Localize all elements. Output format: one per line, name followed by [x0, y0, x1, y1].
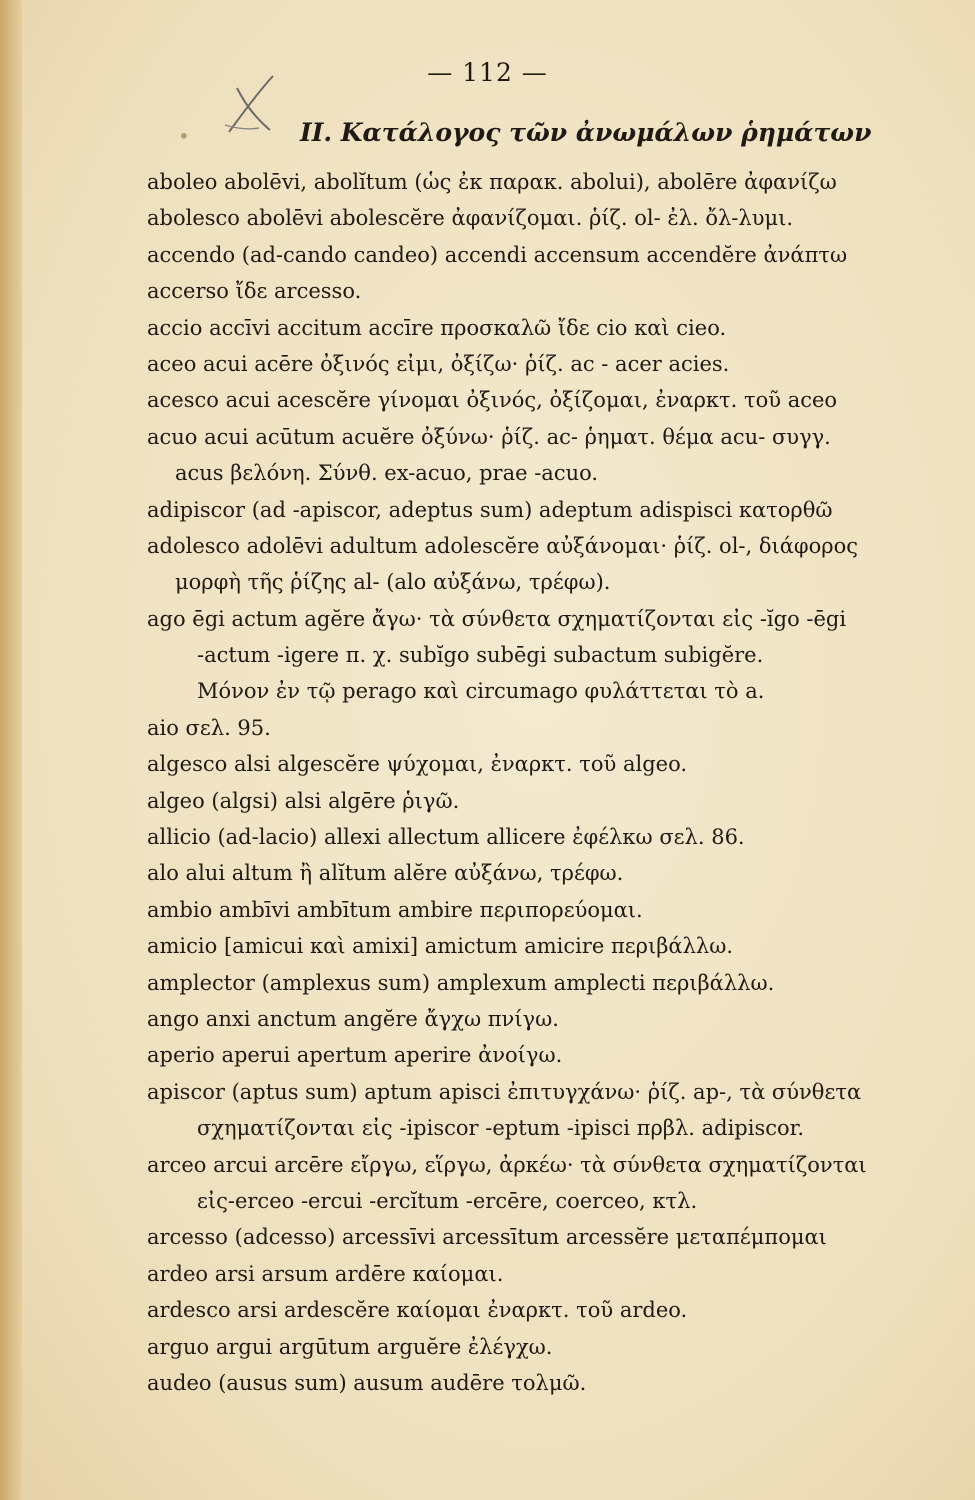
- bullet-dot-icon: •: [178, 124, 190, 148]
- verb-entry-line: aperio aperui apertum aperire ἀνοίγω.: [147, 1043, 563, 1068]
- verb-entry-line: accio accīvi accitum accīre προσκαλῶ ἴδε cio καὶ cieo.: [147, 315, 727, 340]
- verb-entry-line: amplector (amplexus sum) amplexum amplecti περιβάλλω.: [147, 970, 775, 995]
- verb-entry-line: ango anxi anctum angĕre ἄγχω πνίγω.: [147, 1006, 559, 1031]
- verb-entry-line: σχηματίζονται εἰς -ipiscor -eptum -ipisci πρβλ. adipiscor.: [197, 1116, 805, 1141]
- verb-entry-line: ardeo arsi arsum ardēre καίομαι.: [147, 1261, 504, 1286]
- verb-entry-line: alo alui altum ἢ alĭtum alĕre αὐξάνω, τρέφω.: [147, 861, 624, 886]
- verb-entry-line: arcesso (adcesso) arcessīvi arcessītum arcessĕre μεταπέμπομαι: [147, 1225, 827, 1250]
- verb-entry-line: arceo arcui arcēre εἴργω, εἵργω, ἀρκέω· τὰ σύνθετα σχηματίζονται: [147, 1152, 867, 1177]
- verb-entry-line: audeo (ausus sum) ausum audēre τολμῶ.: [147, 1370, 587, 1395]
- verb-entry-line: adolesco adolēvi adultum adolescĕre αὐξάνομαι· ῥίζ. ol-, διάφορος: [147, 533, 859, 558]
- verb-entry-line: acuo acui acūtum acuĕre ὀξύνω· ῥίζ. ac- ῥηματ. θέμα acu- συγγ.: [147, 424, 831, 449]
- verb-entry-line: aio σελ. 95.: [147, 715, 271, 740]
- section-title: ΙΙ. Κατάλογος τῶν ἀνωμάλων ῥημάτων: [300, 118, 872, 147]
- verb-entry-line: ardesco arsi ardescĕre καίομαι ἐναρκτ. τοῦ ardeo.: [147, 1298, 688, 1323]
- verb-entry-line: accerso ἴδε arcesso.: [147, 279, 362, 304]
- verb-entry-line: abolesco abolēvi abolescĕre ἀφανίζομαι. ῥίζ. ol- ἐλ. ὄλ-λυμι.: [147, 206, 794, 231]
- verb-entry-line: μορφὴ τῆς ῥίζης al- (alo αὐξάνω, τρέφω).: [175, 570, 611, 595]
- verb-entry-list: [147, 164, 972, 1401]
- verb-entry-line: -actum -igere π. χ. subĭgo subēgi subactum subigĕre.: [197, 643, 764, 668]
- page-number: — 112 —: [427, 58, 548, 87]
- verb-entry-line: adipiscor (ad -apiscor, adeptus sum) adeptum adispisci κατορθῶ: [147, 497, 833, 522]
- verb-entry-line: ago ēgi actum agĕre ἄγω· τὰ σύνθετα σχηματίζονται εἰς -ĭgo -ēgi: [147, 606, 847, 631]
- verb-entry-line: algesco alsi algescĕre ψύχομαι, ἐναρκτ. τοῦ algeo.: [147, 752, 688, 777]
- verb-entry-line: accendo (ad-cando candeo) accendi accensum accendĕre ἀνάπτω: [147, 242, 848, 267]
- verb-entry-line: acesco acui acescĕre γίνομαι ὀξινός, ὀξίζομαι, ἐναρκτ. τοῦ aceo: [147, 388, 838, 413]
- verb-entry-line: amicio [amicui καὶ amixi] amictum amicire περιβάλλω.: [147, 934, 733, 959]
- page-binding-edge: [0, 0, 22, 1500]
- verb-entry-line: algeo (algsi) alsi algēre ῥιγῶ.: [147, 788, 460, 813]
- verb-entry-line: arguo argui argūtum arguĕre ἐλέγχω.: [147, 1334, 553, 1359]
- verb-entry-line: acus βελόνη. Σύνθ. ex-acuo, prae -acuo.: [175, 461, 599, 486]
- verb-entry-line: allicio (ad-lacio) allexi allectum allicere ἐφέλκω σελ. 86.: [147, 825, 745, 850]
- verb-entry-line: apiscor (aptus sum) aptum apisci ἐπιτυγχάνω· ῥίζ. ap-, τὰ σύνθετα: [147, 1079, 862, 1104]
- verb-entry-line: Μόνον ἐν τῷ perago καὶ circumago φυλάττεται τὸ a.: [197, 679, 765, 704]
- verb-entry-line: εἰς-erceo -ercui -ercĭtum -ercēre, coerceo, κτλ.: [197, 1188, 698, 1213]
- verb-entry-line: aboleo abolēvi, abolĭtum (ὡς ἐκ παρακ. abolui), abolēre ἀφανίζω: [147, 170, 837, 194]
- verb-entry-line: ambio ambīvi ambītum ambire περιπορεύομαι.: [147, 897, 643, 922]
- verb-entry-line: aceo acui acēre ὀξινός εἰμι, ὀξίζω· ῥίζ. ac - acer acies.: [147, 351, 730, 376]
